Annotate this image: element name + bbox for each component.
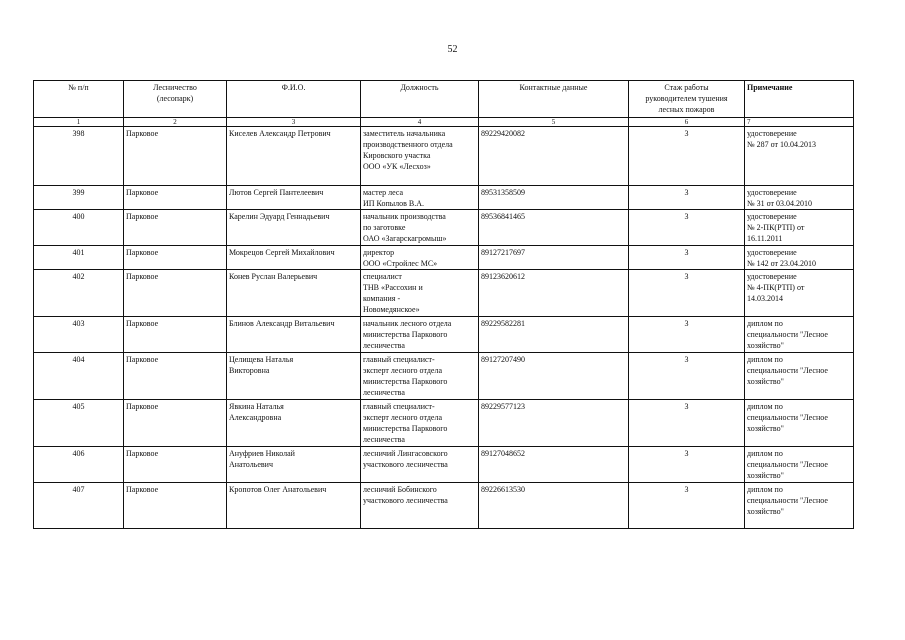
- row-name: Конев Руслан Валерьевич: [227, 270, 361, 317]
- table-row: [34, 483, 854, 529]
- row-note: диплом по специальности "Лесное хозяйство": [745, 353, 854, 400]
- row-name: Карелин Эдуард Геннадьевич: [227, 210, 361, 246]
- row-position: лесничий Лингасовского участкового лесничества: [361, 447, 479, 483]
- row-name: Явкина Наталья Александровна: [227, 400, 361, 447]
- row-number: 399: [34, 186, 124, 210]
- table-row: [34, 127, 854, 186]
- row-name: Ануфриев Николай Анатольевич: [227, 447, 361, 483]
- column-number: 2: [124, 118, 227, 127]
- row-position: главный специалист- эксперт лесного отдела министерства Паркового лесничества: [361, 400, 479, 447]
- row-position: начальник производства по заготовке ОАО «Загарскагромыш»: [361, 210, 479, 246]
- row-forestry: Парковое: [124, 186, 227, 210]
- column-number: 6: [629, 118, 745, 127]
- column-header-name: Ф.И.О.: [227, 81, 361, 118]
- row-forestry: Парковое: [124, 246, 227, 270]
- row-position: главный специалист- эксперт лесного отдела министерства Паркового лесничества: [361, 353, 479, 400]
- row-note: удостоверение № 31 от 03.04.2010: [745, 186, 854, 210]
- column-header-number: № п/п: [34, 81, 124, 118]
- row-forestry: Парковое: [124, 210, 227, 246]
- row-forestry: Парковое: [124, 447, 227, 483]
- row-number: 401: [34, 246, 124, 270]
- row-experience: 3: [629, 210, 745, 246]
- row-contact: 89229577123: [479, 400, 629, 447]
- row-contact: 89127207490: [479, 353, 629, 400]
- column-header-note: Примечание: [745, 81, 854, 118]
- column-header-contact: Контактные данные: [479, 81, 629, 118]
- row-note: удостоверение № 4-ПК(РТП) от 14.03.2014: [745, 270, 854, 317]
- row-note: удостоверение № 2-ПК(РТП) от 16.11.2011: [745, 210, 854, 246]
- row-contact: 89229582281: [479, 317, 629, 353]
- table-row: [34, 400, 854, 447]
- row-note: удостоверение № 142 от 23.04.2010: [745, 246, 854, 270]
- row-experience: 3: [629, 246, 745, 270]
- row-number: 400: [34, 210, 124, 246]
- column-header-experience: Стаж работы руководителем тушения лесных пожаров: [629, 81, 745, 118]
- table-body: [34, 127, 854, 529]
- row-forestry: Парковое: [124, 317, 227, 353]
- row-note: диплом по специальности "Лесное хозяйство": [745, 483, 854, 529]
- row-number: 406: [34, 447, 124, 483]
- row-name: Киселев Александр Петрович: [227, 127, 361, 186]
- row-number: 403: [34, 317, 124, 353]
- row-name: Блинов Александр Витальевич: [227, 317, 361, 353]
- row-position: лесничий Бобинского участкового лесничества: [361, 483, 479, 529]
- row-experience: 3: [629, 186, 745, 210]
- row-number: 405: [34, 400, 124, 447]
- row-position: начальник лесного отдела министерства Паркового лесничества: [361, 317, 479, 353]
- column-number-row: [34, 118, 854, 127]
- column-header-forestry: Лесничество (лесопарк): [124, 81, 227, 118]
- row-contact: 89123620612: [479, 270, 629, 317]
- row-note: диплом по специальности "Лесное хозяйство": [745, 447, 854, 483]
- row-number: 398: [34, 127, 124, 186]
- header-row: [34, 81, 854, 118]
- row-contact: 89531358509: [479, 186, 629, 210]
- row-position: директор ООО «Стройлес МС»: [361, 246, 479, 270]
- table-row: [34, 353, 854, 400]
- row-name: Целищева Наталья Викторовна: [227, 353, 361, 400]
- row-experience: 3: [629, 447, 745, 483]
- table-row: [34, 447, 854, 483]
- column-number: 5: [479, 118, 629, 127]
- row-contact: 89536841465: [479, 210, 629, 246]
- column-header-position: Должность: [361, 81, 479, 118]
- row-forestry: Парковое: [124, 353, 227, 400]
- row-note: удостоверение № 287 от 10.04.2013: [745, 127, 854, 186]
- column-number: 7: [745, 118, 854, 127]
- row-forestry: Парковое: [124, 127, 227, 186]
- table-row: [34, 210, 854, 246]
- row-name: Кропотов Олег Анатольевич: [227, 483, 361, 529]
- row-note: диплом по специальности "Лесное хозяйство": [745, 317, 854, 353]
- fire-chiefs-table: [33, 80, 854, 529]
- row-experience: 3: [629, 483, 745, 529]
- table-row: [34, 246, 854, 270]
- row-experience: 3: [629, 317, 745, 353]
- page-number: 52: [447, 44, 458, 55]
- row-forestry: Парковое: [124, 270, 227, 317]
- row-contact: 89127217697: [479, 246, 629, 270]
- row-note: диплом по специальности "Лесное хозяйство": [745, 400, 854, 447]
- row-position: мастер леса ИП Копылов В.А.: [361, 186, 479, 210]
- row-name: Лютов Сергей Пантелеевич: [227, 186, 361, 210]
- row-experience: 3: [629, 270, 745, 317]
- table-row: [34, 270, 854, 317]
- column-number: 1: [34, 118, 124, 127]
- row-contact: 89127048652: [479, 447, 629, 483]
- row-contact: 89229420082: [479, 127, 629, 186]
- row-position: специалист ТНВ «Рассохин и компания - Новомедянское»: [361, 270, 479, 317]
- table-row: [34, 317, 854, 353]
- row-number: 407: [34, 483, 124, 529]
- row-name: Мокрецов Сергей Михайлович: [227, 246, 361, 270]
- row-forestry: Парковое: [124, 400, 227, 447]
- row-experience: 3: [629, 353, 745, 400]
- column-number: 3: [227, 118, 361, 127]
- table-row: [34, 186, 854, 210]
- row-contact: 89226613530: [479, 483, 629, 529]
- row-forestry: Парковое: [124, 483, 227, 529]
- row-number: 404: [34, 353, 124, 400]
- row-position: заместитель начальника производственного отдела Кировского участка ООО «УК «Лесхоз»: [361, 127, 479, 186]
- column-number: 4: [361, 118, 479, 127]
- row-number: 402: [34, 270, 124, 317]
- row-experience: 3: [629, 400, 745, 447]
- row-experience: 3: [629, 127, 745, 186]
